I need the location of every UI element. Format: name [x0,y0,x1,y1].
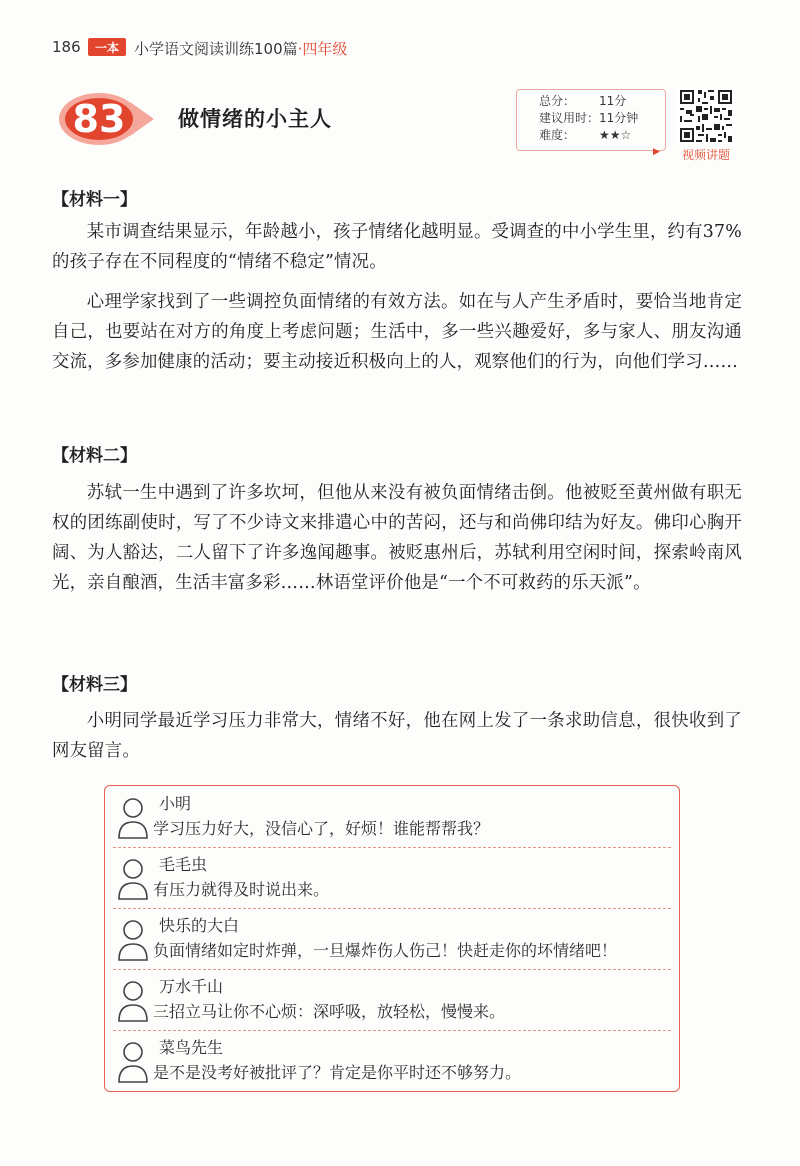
material-1-paragraph-2: 心理学家找到了一些调控负面情绪的有效方法。如在与人产生矛盾时，要恰当地肯定自己，也要站在对方的角度上考虑问题；生活中，多一些兴趣爱好，多与家人、朋友沟通交流，多参加健康的活动；要主动接近积极向上的人，观察他们的行为，向他们学习…… [52,292,742,372]
chat-text: 学习压力好大，没信心了，好烦！谁能帮帮我？ [153,819,490,838]
grade-label: 四年级 [302,40,348,58]
chat-text: 三招立马让你不心烦：深呼吸，放轻松，慢慢来。 [153,1002,506,1021]
material-2-paragraph-1: 苏轼一生中遇到了许多坎坷，但他从来没有被负面情绪击倒。他被贬至黄州做有职无权的团练副使时，写了不少诗文来排遣心中的苦闷，还与和尚佛印结为好友。佛印心胸开阔、为人豁达，二人留下了许多逸闻趣事。被贬惠州后，苏轼利用空闲时间，探索岭南风光，亲自酿酒，生活丰富多彩……林语堂评价他是“一个不可救药的乐天派”。 [52,483,742,593]
chat-username: 小明 [159,794,192,813]
difficulty-stars: ★★☆ [599,128,632,142]
series-name: 小学语文阅读训练100篇 [134,40,298,58]
series-separator: · [297,40,303,58]
material-3-paragraph-1: 小明同学最近学习压力非常大，情绪不好，他在网上发了一条求助信息，很快收到了网友留言。 [52,711,742,761]
material-3-heading: 【材料三】 [52,675,137,695]
chat-message [105,847,679,909]
user-avatar-icon [117,857,149,901]
brand-logo: 一本 [88,38,126,56]
suggested-time-value: 11分钟 [599,111,639,125]
suggested-time-row [539,110,665,127]
user-avatar-icon [117,1040,149,1084]
video-explain-label[interactable]: 视频讲题 [681,148,730,162]
chat-message-board [104,785,680,1092]
chat-username: 万水千山 [159,977,224,996]
chat-message [105,908,679,970]
difficulty-row [539,127,665,144]
material-2-heading: 【材料二】 [52,446,137,466]
chat-username: 快乐的大白 [159,916,240,935]
total-score-value: 11分 [599,94,627,108]
user-avatar-icon [117,979,149,1023]
material-1-paragraph-1: 某市调查结果显示，年龄越小，孩子情绪化越明显。受调查的中小学生里，约有37%的孩子存在不同程度的“情绪不稳定”情况。 [52,222,742,272]
suggested-time-label: 建议用时： [539,111,600,125]
pointer-arrow-icon: ▶ [653,147,660,157]
qr-code-icon[interactable] [678,88,734,144]
chat-text: 负面情绪如定时炸弹，一旦爆炸伤人伤己！快赶走你的坏情绪吧！ [153,941,618,960]
total-score-row [539,93,665,110]
chat-username: 菜鸟先生 [159,1038,224,1057]
chat-username: 毛毛虫 [159,855,208,874]
material-1-heading: 【材料一】 [52,190,137,210]
chat-text: 有压力就得及时说出来。 [153,880,330,899]
chat-message [105,786,679,848]
lesson-number: 83 [72,97,126,141]
user-avatar-icon [117,796,149,840]
page-number: 186 [52,38,81,56]
lesson-title: 做情绪的小主人 [178,107,332,131]
chat-message [105,1030,679,1092]
user-avatar-icon [117,918,149,962]
chat-message [105,969,679,1031]
total-score-label: 总分： [539,94,576,108]
chat-text: 是不是没考好被批评了？肯定是你平时还不够努力。 [153,1063,522,1082]
difficulty-label: 难度： [539,128,576,142]
score-info-box [516,89,666,151]
series-title [134,38,347,59]
